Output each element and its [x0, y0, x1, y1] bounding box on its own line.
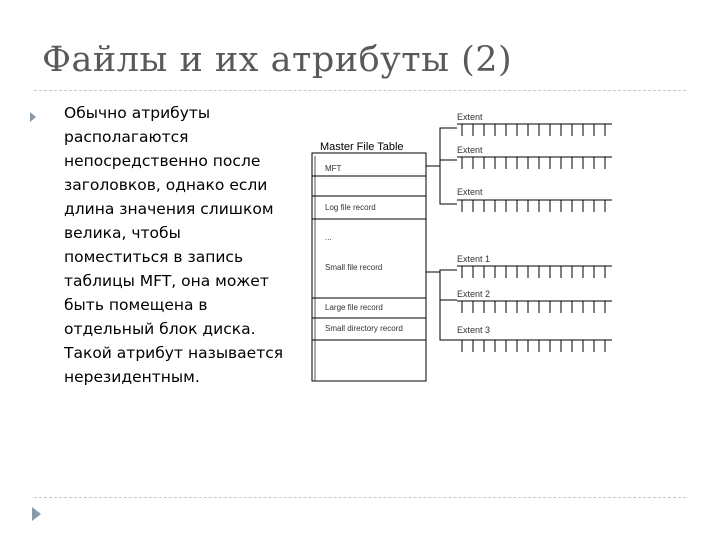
- extent-label: Extent: [457, 112, 483, 122]
- mft-row-label: ...: [325, 233, 332, 242]
- mft-row-label: MFT: [325, 164, 342, 173]
- mft-row-label: Large file record: [325, 303, 383, 312]
- extent-label: Extent 1: [457, 254, 491, 264]
- extent-strip: [457, 301, 612, 313]
- mft-row-label: Log file record: [325, 203, 376, 212]
- footer-divider: [34, 497, 686, 498]
- extent-strip: [457, 157, 612, 169]
- slide-title: Файлы и их атрибуты (2): [42, 40, 513, 80]
- bullet-text: Обычно атрибуты располагаются непосредственно после заголовков, однако если длина значения слишком велика, чтобы поместиться в запись таблицы MFT, она может быть помещена в отдельный блок диска. Такой атрибут называется нерезидентным.: [64, 104, 284, 386]
- extent-strip: [457, 340, 612, 352]
- extent-strips: [457, 124, 612, 352]
- extent-connectors: [426, 128, 457, 340]
- extent-strip: [457, 266, 612, 278]
- mft-title: Master File Table: [320, 141, 404, 153]
- next-slide-arrow-icon[interactable]: [32, 507, 41, 521]
- extent-label: Extent 3: [457, 325, 491, 335]
- mft-row-label: Small directory record: [325, 324, 403, 333]
- extent-label: Extent 2: [457, 289, 491, 299]
- extent-strip: [457, 124, 612, 136]
- mft-row-label: Small file record: [325, 263, 383, 272]
- extent-label: Extent: [457, 187, 483, 197]
- extent-label: Extent: [457, 145, 483, 155]
- extent-strip: [457, 200, 612, 212]
